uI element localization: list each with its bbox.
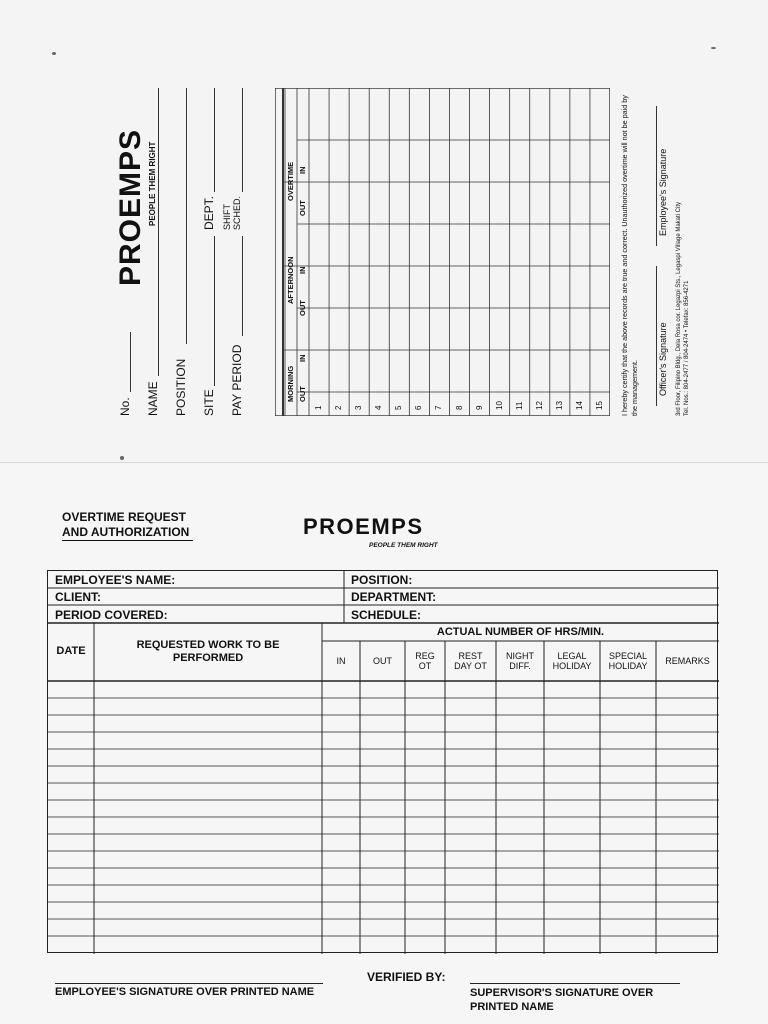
timecard-day-number: 6 bbox=[414, 405, 424, 410]
timecard-overtime-in: IN bbox=[298, 166, 307, 174]
col-reg-ot bbox=[405, 651, 445, 671]
col-night-diff bbox=[496, 651, 544, 671]
timecard-day-number: 11 bbox=[514, 401, 524, 410]
timecard-site-label: SITE bbox=[202, 389, 216, 416]
col-rest-line2: DAY OT bbox=[454, 661, 487, 671]
scan-speck bbox=[52, 52, 56, 55]
col-reg-line1: REG bbox=[415, 651, 435, 661]
col-night-line2: DIFF. bbox=[509, 661, 531, 671]
timecard-day-number: 5 bbox=[394, 405, 404, 410]
overtime-form-table bbox=[47, 570, 718, 953]
supervisor-signature-line bbox=[470, 983, 680, 1014]
col-legal-line1: LEGAL bbox=[557, 651, 587, 661]
col-night-line1: NIGHT bbox=[506, 651, 534, 661]
timecard-day-number: 7 bbox=[434, 405, 444, 410]
timecard-name-line bbox=[158, 88, 159, 376]
timecard-sched-label: SCHED. bbox=[232, 195, 242, 230]
col-out: OUT bbox=[373, 656, 392, 666]
col-in: IN bbox=[336, 656, 346, 666]
employee-signature-line: EMPLOYEE'S SIGNATURE OVER PRINTED NAME bbox=[55, 983, 323, 998]
timecard-employee-line bbox=[656, 106, 657, 246]
overtime-title bbox=[62, 510, 222, 541]
col-legal-holiday bbox=[544, 651, 600, 671]
timecard-day-number: 15 bbox=[594, 401, 604, 410]
col-rest-line1: REST bbox=[458, 651, 483, 661]
timecard-day-number: 1 bbox=[314, 405, 324, 410]
timecard-day-number: 4 bbox=[374, 405, 384, 410]
supervisor-signature-line2: PRINTED NAME bbox=[470, 1001, 554, 1013]
timecard-pay-period-line bbox=[242, 236, 243, 336]
timecard-dept-label: DEPT. bbox=[202, 195, 216, 230]
employee-name-label: EMPLOYEE'S NAME: bbox=[55, 573, 176, 587]
timecard-logo-word: PROEMPS bbox=[114, 128, 147, 286]
timecard-officer-line bbox=[656, 266, 657, 406]
col-special-holiday bbox=[600, 651, 656, 671]
timecard-day-number: 13 bbox=[554, 401, 564, 410]
overtime-logo-tagline: PEOPLE THEM RIGHT bbox=[369, 542, 438, 549]
timecard-morning-in: IN bbox=[298, 354, 307, 362]
col-rest-day-ot bbox=[445, 651, 496, 671]
timecard-day-number: 3 bbox=[354, 405, 364, 410]
timecard-address-line2: Tel. Nos.: 804-2477 / 804-2474 • Telefax: 856-4271 bbox=[684, 280, 690, 416]
timecard-shift-label: SHIFT bbox=[222, 204, 232, 230]
timecard-officer-signature: Officer's Signature bbox=[658, 322, 668, 396]
timecard-sheet bbox=[0, 0, 768, 463]
col-requested-line1: REQUESTED WORK TO BE bbox=[136, 639, 280, 651]
timecard-no-line bbox=[130, 332, 131, 392]
col-legal-line2: HOLIDAY bbox=[552, 661, 592, 671]
timecard-employee-signature: Employee's Signature bbox=[658, 148, 668, 236]
col-reg-line2: OT bbox=[418, 661, 432, 671]
timecard-rotated-area bbox=[110, 88, 710, 416]
overtime-logo-word: PROEMPS bbox=[303, 514, 424, 539]
timecard-day-number: 9 bbox=[474, 405, 484, 410]
timecard-day-number: 14 bbox=[574, 401, 584, 410]
timecard-day-number: 10 bbox=[494, 401, 504, 410]
timecard-position-line bbox=[186, 88, 187, 344]
col-special-line1: SPECIAL bbox=[608, 651, 648, 661]
client-label: CLIENT: bbox=[55, 590, 101, 604]
timecard-logo bbox=[110, 128, 170, 286]
timecard bbox=[110, 88, 710, 416]
timecard-day-number: 12 bbox=[534, 401, 544, 410]
timecard-logo-tagline: PEOPLE THEM RIGHT bbox=[148, 141, 157, 226]
timecard-address bbox=[675, 88, 691, 416]
schedule-label: SCHEDULE: bbox=[351, 608, 422, 622]
timecard-overtime-out: OUT bbox=[298, 200, 307, 216]
col-requested-line2: PERFORMED bbox=[172, 652, 244, 664]
timecard-shift-line bbox=[242, 88, 243, 192]
timecard-address-line1: 3rd Floor, Filipino Bldg., Dela Rosa cor. Legazpi Sts., Legaspi Village Makati City bbox=[676, 202, 682, 416]
overtime-title-line2: AND AUTHORIZATION bbox=[62, 525, 193, 541]
position-label: POSITION: bbox=[351, 573, 413, 587]
timecard-afternoon-header: AFTERNOON bbox=[286, 256, 295, 304]
overtime-logo bbox=[303, 508, 473, 552]
scan-speck bbox=[120, 456, 124, 460]
col-requested-work bbox=[94, 639, 322, 665]
overtime-title-line1: OVERTIME REQUEST bbox=[62, 510, 187, 524]
timecard-morning-header: MORNING bbox=[286, 365, 295, 402]
period-covered-label: PERIOD COVERED: bbox=[55, 608, 168, 622]
timecard-afternoon-in: IN bbox=[298, 266, 307, 274]
timecard-day-number: 2 bbox=[334, 405, 344, 410]
verified-by-label: VERIFIED BY: bbox=[367, 970, 446, 984]
timecard-name-label: NAME bbox=[146, 381, 160, 416]
timecard-position-label: POSITION bbox=[174, 358, 188, 416]
col-remarks: REMARKS bbox=[665, 656, 710, 666]
timecard-no-label: No. bbox=[118, 397, 132, 416]
scan-speck bbox=[711, 47, 716, 49]
col-special-line2: HOLIDAY bbox=[608, 661, 648, 671]
timecard-afternoon-out: OUT bbox=[298, 300, 307, 316]
timecard-morning-out: OUT bbox=[298, 386, 307, 402]
department-label: DEPARTMENT: bbox=[351, 590, 437, 604]
actual-hours-header: ACTUAL NUMBER OF HRS/MIN. bbox=[436, 626, 605, 638]
timecard-dept-line bbox=[214, 88, 215, 192]
timecard-site-line bbox=[214, 236, 215, 386]
supervisor-signature-line1: SUPERVISOR'S SIGNATURE OVER bbox=[470, 987, 654, 999]
timecard-grid-lines bbox=[275, 88, 610, 416]
timecard-certification: I hereby certify that the above records are true and correct. Unauthorized overtime will not be paid by the management. bbox=[620, 95, 639, 416]
timecard-overtime-header: OVERTIME bbox=[286, 161, 295, 201]
timecard-pay-period-label: PAY PERIOD bbox=[230, 344, 244, 416]
timecard-day-number: 8 bbox=[454, 405, 464, 410]
timecard-grid bbox=[275, 88, 604, 416]
col-date: DATE bbox=[56, 645, 86, 657]
